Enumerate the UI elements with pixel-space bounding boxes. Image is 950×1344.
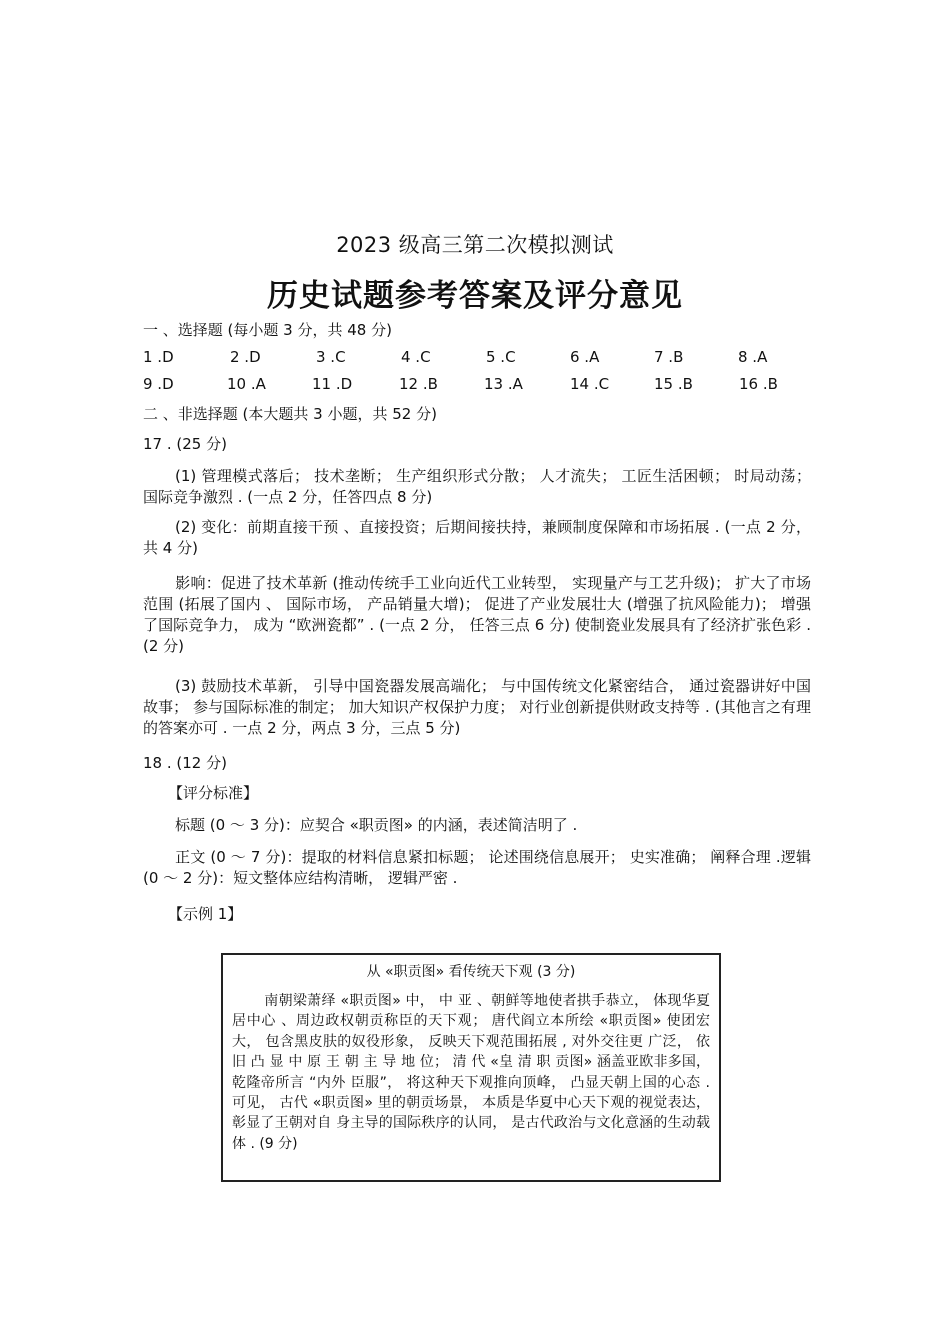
answer-item: 8 .A xyxy=(738,348,768,366)
answer-item: 15 .B xyxy=(654,375,693,393)
q17-part1 xyxy=(143,466,811,508)
criteria-body xyxy=(143,847,811,889)
q17-part2-text: (2) 变化：前期直接干预 、直接投资；后期间接扶持，兼顾制度保障和市场拓展 . (一点 2 分，共 4 分) xyxy=(143,518,811,557)
answer-item: 5 .C xyxy=(486,348,516,366)
q17-impact-text: 影响：促进了技术革新 (推动传统手工业向近代工业转型， 实现量产与工艺升级)； 扩大了市场范围 (拓展了国内 、 国际市场， 产品销量大增)； 促进了产业发展壮大 (增强了抗风险能力)； 增强了国际竞争力， 成为 “欧洲瓷都” . (一点 2 分， 任答三点 6 分) 使制瓷业发展具有了经济扩张色彩 . (2 分) xyxy=(143,574,811,655)
criteria-title: 标题 (0 ～ 3 分)：应契合 «职贡图» 的内涵，表述简洁明了 . xyxy=(175,816,578,834)
criteria-label: 【评分标准】 xyxy=(168,784,259,802)
q17-impact xyxy=(143,573,811,657)
example-essay-body xyxy=(232,991,710,1154)
answer-item: 3 .C xyxy=(316,348,346,366)
criteria-body-text: 正文 (0 ～ 7 分)：提取的材料信息紧扣标题； 论述围绕信息展开； 史实准确； 阐释合理 .逻辑 (0 ～ 2 分)：短文整体应结构清晰， 逻辑严密 . xyxy=(143,848,811,887)
q17-part3-text: (3) 鼓励技术革新， 引导中国瓷器发展高端化； 与中国传统文化紧密结合， 通过瓷器讲好中国故事； 参与国际标准的制定； 加大知识产权保护力度； 对行业创新提供财政支持等 . (其他言之有理的答案亦可 . 一点 2 分，两点 3 分，三点 5 分) xyxy=(143,677,811,737)
q17-part2 xyxy=(143,517,811,559)
answer-item: 7 .B xyxy=(654,348,684,366)
answer-item: 9 .D xyxy=(143,375,174,393)
answers-row-1 xyxy=(143,347,843,367)
answer-item: 4 .C xyxy=(401,348,431,366)
exam-subtitle: 2023 级高三第二次模拟测试 xyxy=(336,233,614,257)
answer-item: 16 .B xyxy=(739,375,778,393)
example-essay-title: 从 «职贡图» 看传统天下观 (3 分) xyxy=(366,964,576,980)
section1-heading: 一 、选择题 (每小题 3 分，共 48 分) xyxy=(143,321,392,339)
answer-item: 12 .B xyxy=(399,375,438,393)
answer-item: 1 .D xyxy=(143,348,174,366)
page-title: 历史试题参考答案及评分意见 xyxy=(267,278,683,314)
example-essay-text: 南朝梁萧绎 «职贡图» 中， 中 亚 、朝鲜等地使者拱手恭立， 体现华夏居中心 、周边政权朝贡称臣的天下观； 唐代阎立本所绘 «职贡图» 使团宏大， 包含黑皮肤的奴役形象， 反映天下观范围拓展 , 对外交往更 广泛， 依 旧 凸 显 中 原 王 朝 主 导 地 位； 清 代 «皇 清 职 贡图» 涵盖亚欧非多国， 乾隆帝所言 “内外 臣服”， 将这种天下观推向顶峰， 凸显天朝上国的心态 . 可见， 古代 «职贡图» 里的朝贡场景， 本质是华夏中心天下观的视觉表达， 彰显了王朝对自 身主导的国际秩序的认同， 是古代政治与文化意涵的生动载体 . (9 分) xyxy=(232,993,710,1152)
q17-label: 17 . (25 分) xyxy=(143,435,227,453)
answers-row-2 xyxy=(143,374,843,394)
example-label: 【示例 1】 xyxy=(168,905,243,923)
answer-item: 6 .A xyxy=(570,348,600,366)
section2-heading: 二 、非选择题 (本大题共 3 小题，共 52 分) xyxy=(143,405,437,423)
answer-item: 2 .D xyxy=(230,348,261,366)
answer-item: 14 .C xyxy=(570,375,610,393)
q17-part3 xyxy=(143,676,811,739)
q17-part1-text: (1) 管理模式落后； 技术垄断； 生产组织形式分散； 人才流失； 工匠生活困顿； 时局动荡； 国际竞争激烈 . (一点 2 分，任答四点 8 分) xyxy=(143,467,811,506)
example-essay-box xyxy=(221,953,721,1182)
answer-item: 10 .A xyxy=(227,375,266,393)
answer-item: 13 .A xyxy=(484,375,523,393)
q18-label: 18 . (12 分) xyxy=(143,754,227,772)
answer-item: 11 .D xyxy=(312,375,353,393)
